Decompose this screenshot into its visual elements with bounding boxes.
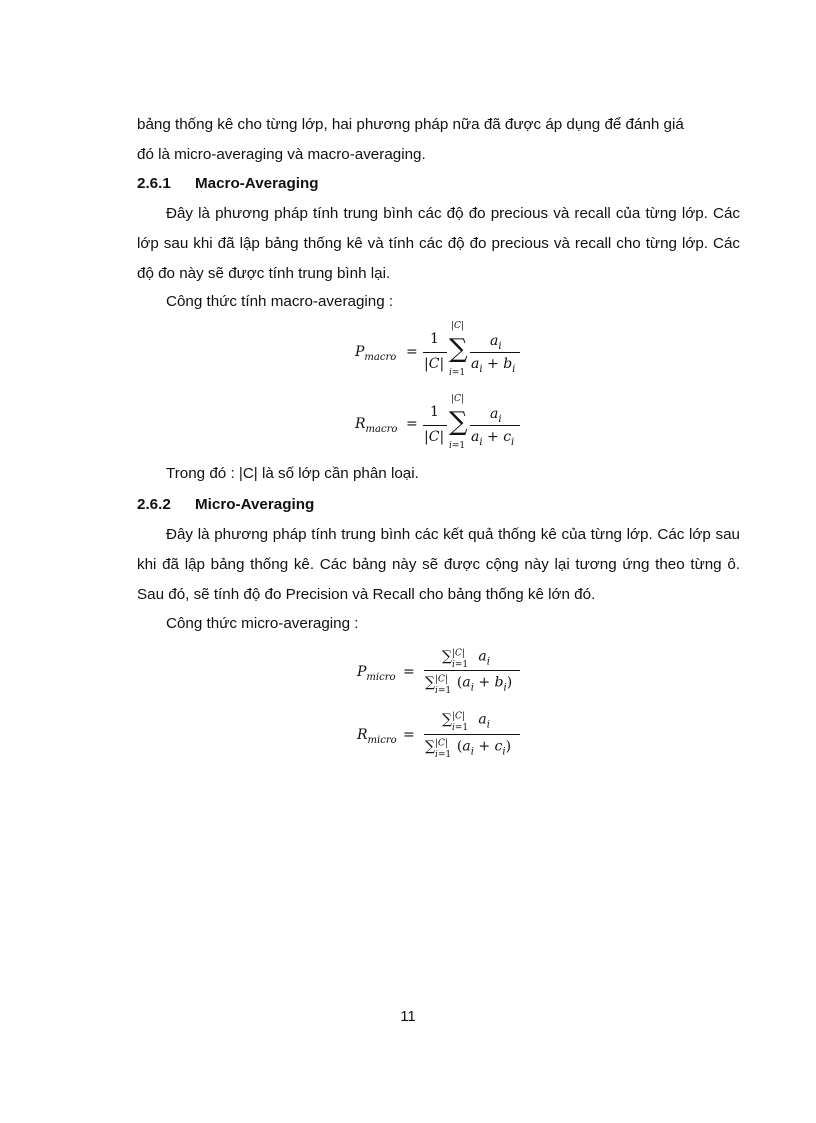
micro-formula-label: Công thức micro-averaging : [166,615,359,632]
section-number: 2.6.2 [137,496,171,513]
section-heading-micro [137,495,314,515]
intro-line-1: bảng thống kê cho từng lớp, hai phương pháp nữa đã được áp dụng để đánh giá [137,116,684,133]
section-title: Macro-Averaging [195,175,319,192]
intro-line-2: đó là micro-averaging và macro-averaging. [137,146,426,163]
section-heading-macro [137,174,319,194]
page-number: 11 [400,1008,416,1025]
macro-note: Trong đó : |C| là số lớp cần phân loại. [166,465,419,482]
section-title: Micro-Averaging [195,496,315,513]
macro-formula-label: Công thức tính macro-averaging : [166,293,394,310]
macro-paragraph: Đây là phương pháp tính trung bình các độ đo precious và recall của từng lớp. Các lớp sau khi đã lập bảng thống kê và tính các độ đo precious và recall cho từng lớp. Các độ đo này sẽ được tính trung bình lại. [137,205,740,282]
micro-paragraph: Đây là phương pháp tính trung bình các kết quả thống kê của từng lớp. Các lớp sau khi đã lập bảng thống kê. Các bảng này sẽ được cộng này lại tương ứng theo từng ô. Sau đó, sẽ tính độ đo Precision và Recall cho bảng thống kê lớn đó. [137,526,740,603]
section-number: 2.6.1 [137,175,171,192]
